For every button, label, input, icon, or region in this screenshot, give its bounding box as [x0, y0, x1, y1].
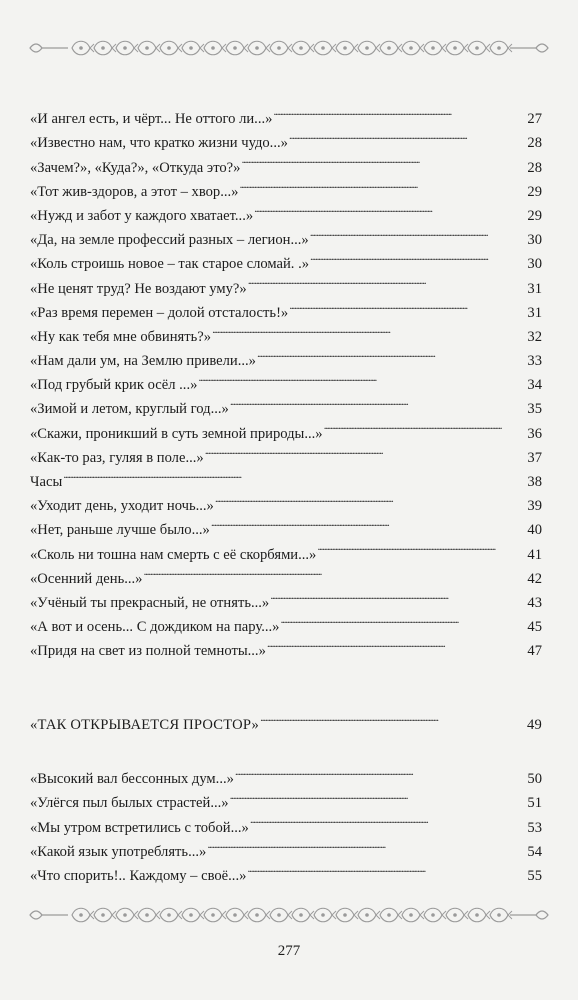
- leader-dots: [235, 759, 526, 783]
- section-contents-list: [30, 759, 542, 884]
- entry-page-number: 35: [527, 401, 542, 418]
- entry-title: «Да, на земле профессий разных – легион...»: [30, 232, 309, 249]
- entry-page-number: 29: [527, 207, 542, 224]
- entry-page-number: 37: [527, 449, 542, 466]
- leader-dots: [273, 99, 526, 123]
- section-heading: [30, 705, 542, 734]
- leader-dots: [247, 856, 526, 880]
- entry-title: «Нам дали ум, на Землю привели...»: [30, 353, 256, 370]
- leader-dots: [289, 123, 526, 147]
- toc-entry: [30, 462, 542, 490]
- leader-dots: [207, 832, 526, 856]
- entry-page-number: 30: [527, 232, 542, 249]
- leader-dots: [205, 438, 527, 462]
- entry-page-number: 30: [527, 256, 542, 273]
- entry-page-number: 43: [527, 594, 542, 611]
- entry-title: «Коль строишь новое – так старое сломай. .»: [30, 256, 310, 273]
- entry-title: «Не ценят труд? Не воздают уму?»: [30, 280, 247, 297]
- entry-title: «Какой язык употреблять...»: [30, 843, 207, 860]
- entry-page-number: 42: [527, 570, 542, 587]
- leader-dots: [212, 317, 526, 341]
- entry-title: «А вот и осень... С дождиком на пару...»: [30, 619, 280, 636]
- entry-title: «Высокий вал бессонных дум...»: [30, 771, 234, 788]
- entry-page-number: 29: [527, 183, 542, 200]
- leader-dots: [239, 172, 526, 196]
- entry-page-number: 31: [527, 280, 542, 297]
- page-number: 277: [277, 943, 301, 959]
- entry-page-number: 50: [527, 771, 542, 788]
- entry-title: «Как-то раз, гуляя в поле...»: [30, 449, 204, 466]
- section-title: «ТАК ОТКРЫВАЕТСЯ ПРОСТОР»: [30, 717, 260, 734]
- entry-page-number: 34: [527, 377, 542, 394]
- entry-title: «Зимой и летом, круглый год...»: [30, 401, 229, 418]
- entry-page-number: 28: [527, 159, 542, 176]
- leader-dots: [289, 293, 526, 317]
- entry-title: «Тот жив-здоров, а этот – хвор...»: [30, 183, 239, 200]
- entry-page-number: 40: [527, 522, 542, 539]
- leader-dots: [270, 583, 526, 607]
- section-page-number: 49: [527, 717, 542, 734]
- entry-title: «Зачем?», «Куда?», «Откуда это?»: [30, 159, 241, 176]
- entry-title: «Раз время перемен – долой отсталость!»: [30, 304, 289, 321]
- entry-title: «И ангел есть, и чёрт... Не оттого ли...»: [30, 111, 273, 128]
- leader-dots: [257, 341, 526, 365]
- entry-title: Часы: [30, 474, 63, 490]
- entry-title: «Под грубый крик осёл ...»: [30, 377, 198, 394]
- leader-dots: [198, 365, 526, 389]
- entry-page-number: 45: [527, 619, 542, 636]
- section-entry: [30, 705, 542, 734]
- entry-page-number: 55: [527, 867, 542, 884]
- entry-title: «Придя на свет из полной темноты...»: [30, 643, 266, 660]
- leader-dots: [250, 807, 527, 831]
- leader-dots: [254, 196, 526, 220]
- entry-title: «Мы утром встретились с тобой...»: [30, 819, 249, 836]
- leader-dots: [317, 534, 526, 558]
- leader-dots: [230, 389, 527, 413]
- entry-page-number: 51: [527, 795, 542, 812]
- leader-dots: [267, 631, 527, 655]
- entry-title: «Нет, раньше лучше было...»: [30, 522, 210, 539]
- top-ornament-border: [28, 36, 550, 60]
- bottom-ornament-border: [28, 903, 550, 927]
- entry-page-number: 54: [527, 843, 542, 860]
- entry-page-number: 41: [527, 546, 542, 563]
- entry-title: «Скажи, проникший в суть земной природы...»: [30, 425, 323, 442]
- entry-page-number: 53: [527, 819, 542, 836]
- leader-dots: [241, 147, 526, 171]
- entry-title: «Что спорить!.. Каждому – своё...»: [30, 867, 247, 884]
- entry-title: «Осенний день...»: [30, 570, 143, 587]
- entry-page-number: 38: [527, 474, 542, 490]
- entry-page-number: 32: [527, 328, 542, 345]
- entry-page-number: 36: [527, 425, 542, 442]
- toc-entry: [30, 99, 542, 128]
- entry-title: «Известно нам, что кратко жизни чудо...»: [30, 135, 288, 152]
- entry-title: «Учёный ты прекрасный, не отнять...»: [30, 594, 270, 611]
- leader-dots: [248, 268, 527, 292]
- toc-entry: [30, 486, 542, 515]
- leader-dots: [63, 462, 526, 486]
- leader-dots: [260, 705, 526, 729]
- leader-dots: [310, 244, 526, 268]
- entry-title: «Уходит день, уходит ночь...»: [30, 498, 214, 515]
- entry-page-number: 47: [527, 643, 542, 660]
- leader-dots: [324, 413, 527, 437]
- entry-page-number: 28: [527, 135, 542, 152]
- entry-title: «Сколь ни тошна нам смерть с её скорбями...»: [30, 546, 317, 563]
- contents-list: [30, 99, 542, 660]
- toc-entry: [30, 759, 542, 788]
- entry-title: «Улёгся пыл былых страстей...»: [30, 795, 229, 812]
- entry-title: «Ну как тебя мне обвинять?»: [30, 328, 212, 345]
- entry-page-number: 33: [527, 353, 542, 370]
- leader-dots: [143, 559, 526, 583]
- leader-dots: [211, 510, 527, 534]
- leader-dots: [230, 783, 527, 807]
- entry-page-number: 31: [527, 304, 542, 321]
- leader-dots: [310, 220, 527, 244]
- leader-dots: [280, 607, 526, 631]
- entry-page-number: 39: [527, 498, 542, 515]
- entry-title: «Нужд и забот у каждого хватает...»: [30, 207, 254, 224]
- leader-dots: [215, 486, 527, 510]
- entry-page-number: 27: [527, 111, 542, 128]
